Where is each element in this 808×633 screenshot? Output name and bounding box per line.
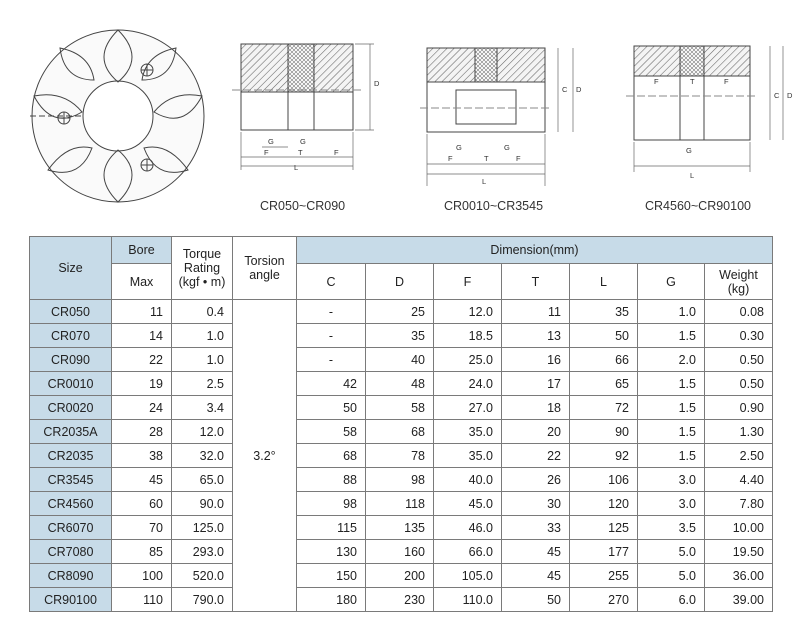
cell-bore-max: 24 (112, 396, 172, 420)
dim-label-f: F (448, 154, 453, 163)
cell-d: 200 (366, 564, 434, 588)
table-row (30, 420, 773, 444)
cell-g: 6.0 (638, 588, 705, 612)
cell-f: 66.0 (434, 540, 502, 564)
header-f: F (434, 264, 502, 300)
cell-weight: 39.00 (705, 588, 773, 612)
table-row (30, 348, 773, 372)
cell-g: 5.0 (638, 540, 705, 564)
dim-label-d: D (787, 91, 793, 100)
cell-d: 35 (366, 324, 434, 348)
cell-t: 30 (502, 492, 570, 516)
cell-g: 3.5 (638, 516, 705, 540)
cell-size: CR7080 (30, 540, 112, 564)
dim-label-t: T (484, 154, 489, 163)
cell-d: 68 (366, 420, 434, 444)
cell-g: 1.5 (638, 444, 705, 468)
cell-l: 66 (570, 348, 638, 372)
cell-weight: 19.50 (705, 540, 773, 564)
table-row (30, 492, 773, 516)
caption-cr050-cr090: CR050~CR090 (260, 199, 346, 213)
header-l: L (570, 264, 638, 300)
cell-bore-max: 60 (112, 492, 172, 516)
cell-weight: 2.50 (705, 444, 773, 468)
cell-torque: 520.0 (172, 564, 233, 588)
dim-label-f: F (724, 77, 729, 86)
header-dimension: Dimension(mm) (297, 237, 773, 264)
cell-torque: 12.0 (172, 420, 233, 444)
cell-torque: 2.5 (172, 372, 233, 396)
cell-f: 12.0 (434, 300, 502, 324)
cell-g: 3.0 (638, 468, 705, 492)
header-d: D (366, 264, 434, 300)
dim-label-c: C (774, 91, 780, 100)
cell-d: 58 (366, 396, 434, 420)
cell-t: 22 (502, 444, 570, 468)
cell-size: CR0020 (30, 396, 112, 420)
cell-d: 230 (366, 588, 434, 612)
caption-cr4560-cr90100: CR4560~CR90100 (645, 199, 751, 213)
cell-weight: 10.00 (705, 516, 773, 540)
dim-label-t: T (690, 77, 695, 86)
header-weight: Weight (kg) (705, 264, 773, 300)
cell-g: 3.0 (638, 492, 705, 516)
side-view-cr4560-cr90100 (626, 46, 783, 172)
table-row (30, 444, 773, 468)
cell-torque: 3.4 (172, 396, 233, 420)
cell-c: 50 (297, 396, 366, 420)
table-row (30, 468, 773, 492)
cell-weight: 7.80 (705, 492, 773, 516)
cell-g: 5.0 (638, 564, 705, 588)
cell-l: 92 (570, 444, 638, 468)
cell-bore-max: 11 (112, 300, 172, 324)
specification-table (29, 236, 773, 612)
cell-d: 118 (366, 492, 434, 516)
caption-cr0010-cr3545: CR0010~CR3545 (444, 199, 544, 213)
cell-size: CR2035A (30, 420, 112, 444)
cell-d: 48 (366, 372, 434, 396)
header-bore: Bore (112, 237, 172, 264)
table-row (30, 324, 773, 348)
cell-bore-max: 38 (112, 444, 172, 468)
header-g: G (638, 264, 705, 300)
cell-bore-max: 45 (112, 468, 172, 492)
cell-g: 1.5 (638, 420, 705, 444)
cell-c: 42 (297, 372, 366, 396)
cell-t: 18 (502, 396, 570, 420)
cell-torque: 790.0 (172, 588, 233, 612)
cell-f: 27.0 (434, 396, 502, 420)
dim-label-d: D (576, 85, 582, 94)
dim-label-l: L (482, 177, 487, 186)
cell-d: 98 (366, 468, 434, 492)
front-view-drawing (30, 30, 204, 202)
header-size: Size (30, 237, 112, 300)
cell-weight: 1.30 (705, 420, 773, 444)
cell-t: 17 (502, 372, 570, 396)
cell-c: 58 (297, 420, 366, 444)
cell-t: 13 (502, 324, 570, 348)
cell-l: 50 (570, 324, 638, 348)
cell-size: CR3545 (30, 468, 112, 492)
header-t: T (502, 264, 570, 300)
cell-f: 24.0 (434, 372, 502, 396)
dim-label-g: G (504, 143, 510, 152)
cell-weight: 0.90 (705, 396, 773, 420)
cell-t: 33 (502, 516, 570, 540)
technical-drawings (0, 0, 808, 230)
cell-weight: 0.08 (705, 300, 773, 324)
cell-size: CR070 (30, 324, 112, 348)
cell-torque: 0.4 (172, 300, 233, 324)
dim-label-f: F (516, 154, 521, 163)
table-row (30, 540, 773, 564)
dim-label-f: F (264, 148, 269, 157)
cell-l: 35 (570, 300, 638, 324)
cell-c: 180 (297, 588, 366, 612)
cell-g: 1.5 (638, 372, 705, 396)
cell-size: CR6070 (30, 516, 112, 540)
cell-g: 1.5 (638, 396, 705, 420)
cell-c: 88 (297, 468, 366, 492)
cell-torque: 293.0 (172, 540, 233, 564)
header-max: Max (112, 264, 172, 300)
cell-c: 130 (297, 540, 366, 564)
cell-torque: 1.0 (172, 348, 233, 372)
cell-size: CR2035 (30, 444, 112, 468)
cell-c: 115 (297, 516, 366, 540)
cell-weight: 0.50 (705, 348, 773, 372)
cell-weight: 4.40 (705, 468, 773, 492)
cell-t: 11 (502, 300, 570, 324)
dim-label-l: L (690, 171, 695, 180)
table-row (30, 564, 773, 588)
dim-label-f: F (334, 148, 339, 157)
cell-bore-max: 100 (112, 564, 172, 588)
cell-c: - (297, 300, 366, 324)
cell-l: 255 (570, 564, 638, 588)
cell-l: 72 (570, 396, 638, 420)
table-row (30, 516, 773, 540)
cell-f: 35.0 (434, 444, 502, 468)
cell-g: 1.0 (638, 300, 705, 324)
cell-l: 120 (570, 492, 638, 516)
cell-size: CR8090 (30, 564, 112, 588)
cell-t: 20 (502, 420, 570, 444)
cell-c: 98 (297, 492, 366, 516)
cell-size: CR0010 (30, 372, 112, 396)
dim-label-l: L (294, 163, 299, 172)
cell-f: 45.0 (434, 492, 502, 516)
cell-torque: 65.0 (172, 468, 233, 492)
table-row (30, 300, 773, 324)
cell-bore-max: 85 (112, 540, 172, 564)
cell-t: 26 (502, 468, 570, 492)
cell-t: 45 (502, 540, 570, 564)
cell-g: 2.0 (638, 348, 705, 372)
cell-d: 135 (366, 516, 434, 540)
cell-f: 18.5 (434, 324, 502, 348)
header-c: C (297, 264, 366, 300)
header-torque: Torque Rating (kgf • m) (172, 237, 233, 300)
header-torsion-angle: Torsion angle (233, 237, 297, 300)
cell-l: 106 (570, 468, 638, 492)
cell-bore-max: 110 (112, 588, 172, 612)
cell-size: CR050 (30, 300, 112, 324)
table-row (30, 588, 773, 612)
cell-d: 40 (366, 348, 434, 372)
cell-torque: 125.0 (172, 516, 233, 540)
cell-t: 45 (502, 564, 570, 588)
cell-c: - (297, 324, 366, 348)
side-view-cr050-cr090 (232, 44, 374, 170)
cell-torque: 1.0 (172, 324, 233, 348)
cell-t: 50 (502, 588, 570, 612)
cell-size: CR4560 (30, 492, 112, 516)
dim-label-f: F (654, 77, 659, 86)
dim-label-g: G (686, 146, 692, 155)
cell-weight: 36.00 (705, 564, 773, 588)
dim-label-t: T (298, 148, 303, 157)
cell-l: 270 (570, 588, 638, 612)
cell-f: 25.0 (434, 348, 502, 372)
cell-g: 1.5 (638, 324, 705, 348)
cell-l: 90 (570, 420, 638, 444)
cell-f: 105.0 (434, 564, 502, 588)
cell-torque: 32.0 (172, 444, 233, 468)
cell-d: 160 (366, 540, 434, 564)
cell-l: 65 (570, 372, 638, 396)
cell-d: 25 (366, 300, 434, 324)
table-body (30, 300, 773, 612)
cell-bore-max: 22 (112, 348, 172, 372)
cell-d: 78 (366, 444, 434, 468)
dim-label-g: G (300, 137, 306, 146)
table-row (30, 372, 773, 396)
cell-l: 177 (570, 540, 638, 564)
cell-l: 125 (570, 516, 638, 540)
dim-label-g: G (268, 137, 274, 146)
cell-torque: 90.0 (172, 492, 233, 516)
cell-c: - (297, 348, 366, 372)
cell-bore-max: 19 (112, 372, 172, 396)
cell-bore-max: 14 (112, 324, 172, 348)
cell-weight: 0.30 (705, 324, 773, 348)
cell-size: CR090 (30, 348, 112, 372)
cell-f: 40.0 (434, 468, 502, 492)
dim-label-g: G (456, 143, 462, 152)
cell-torsion-angle: 3.2° (233, 300, 297, 612)
cell-f: 35.0 (434, 420, 502, 444)
side-view-cr0010-cr3545 (420, 48, 573, 186)
cell-size: CR90100 (30, 588, 112, 612)
cell-f: 46.0 (434, 516, 502, 540)
cell-f: 110.0 (434, 588, 502, 612)
dim-label-c: C (562, 85, 568, 94)
cell-bore-max: 70 (112, 516, 172, 540)
cell-c: 150 (297, 564, 366, 588)
cell-bore-max: 28 (112, 420, 172, 444)
cell-c: 68 (297, 444, 366, 468)
cell-weight: 0.50 (705, 372, 773, 396)
cell-t: 16 (502, 348, 570, 372)
table-row (30, 396, 773, 420)
dim-label-d: D (374, 79, 380, 88)
